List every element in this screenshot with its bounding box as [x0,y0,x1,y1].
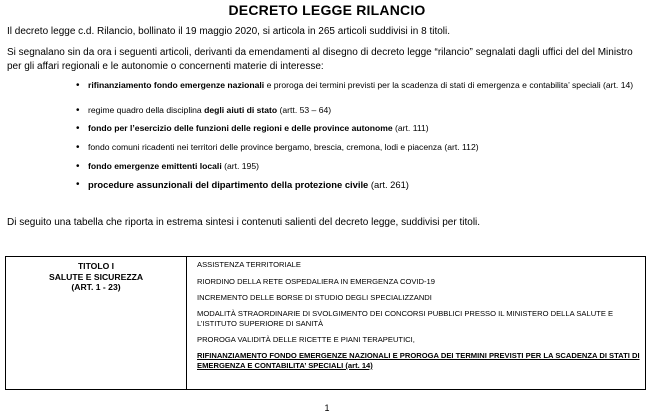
table-row: PROROGA VALIDITÀ DELLE RICETTE E PIANI TERAPEUTICI, [197,335,415,344]
title-articles: (ART. 1 - 23) [71,282,121,292]
list-item: • fondo per l’esercizio delle funzioni delle regioni e delle province autonome (art. 111) [76,123,429,134]
table-row: RIFINANZIAMENTO FONDO EMERGENZE NAZIONALI E PROROGA DEI TERMINI PREVISTI PER LA SCADENZA DI STATI DI EMERGENZA E CONTABILITA’ SPECIALI (art. 14) [197,351,640,370]
content-cell [197,260,642,377]
table-row: RIORDINO DELLA RETE OSPEDALIERA IN EMERGENZA COVID-19 [197,277,435,286]
document-title: DECRETO LEGGE RILANCIO [228,2,426,18]
column-divider [186,257,187,389]
title-name: SALUTE E SICUREZZA [48,271,144,282]
list-item: • rifinanziamento fondo emergenze nazionali e proroga dei termini previsti per la scadenza di stati di emergenza e contabilita’ speciali (art. 14) [76,80,634,91]
list-item: • fondo emergenze emittenti locali (art. 195) [76,161,259,172]
title-number: TITOLO I [77,261,115,271]
list-item: • regime quadro della disciplina degli aiuti di stato (artt. 53 – 64) [76,105,332,116]
bullet-icon: • [76,179,80,190]
table-row: INCREMENTO DELLE BORSE DI STUDIO DEGLI SPECIALIZZANDI [197,293,432,302]
table-row: MODALITÀ STRAORDINARIE DI SVOLGIMENTO DEI CONCORSI PUBBLICI PRESSO IL MINISTERO DELLA SALUTE E L’ISTITUTO SUPERIORE DI SANITÀ [197,309,614,328]
bullet-icon: • [76,142,80,153]
articles-list [76,80,648,197]
list-item: • procedure assunzionali del dipartimento della protezione civile (art. 261) [76,179,409,190]
summary-table [5,256,646,390]
title-cell [6,261,186,293]
bullet-icon: • [76,161,80,172]
bullet-icon: • [76,105,80,116]
table-row: ASSISTENZA TERRITORIALE [197,260,301,269]
table-intro-paragraph: Di seguito una tabella che riporta in estrema sintesi i contenuti salienti del decreto legge, suddivisi per titoli. [7,217,481,228]
bullet-icon: • [76,80,80,91]
intro-paragraph: Il decreto legge c.d. Rilancio, bollinato il 19 maggio 2020, si articola in 265 articoli suddivisi in 8 titoli. [7,26,451,37]
page-number: 1 [324,403,330,413]
articles-intro-paragraph: Si segnalano sin da ora i seguenti articoli, derivanti da emendamenti al disegno di decreto legge “rilancio” segnalati dagli uffici del del Ministro per gli affari regionali e le autonomie o concernenti materie di interesse: [7,47,633,72]
list-item: • fondo comuni ricadenti nei territori delle province bergamo, brescia, cremona, lodi e piacenza (art. 112) [76,142,479,153]
bullet-icon: • [76,123,80,134]
